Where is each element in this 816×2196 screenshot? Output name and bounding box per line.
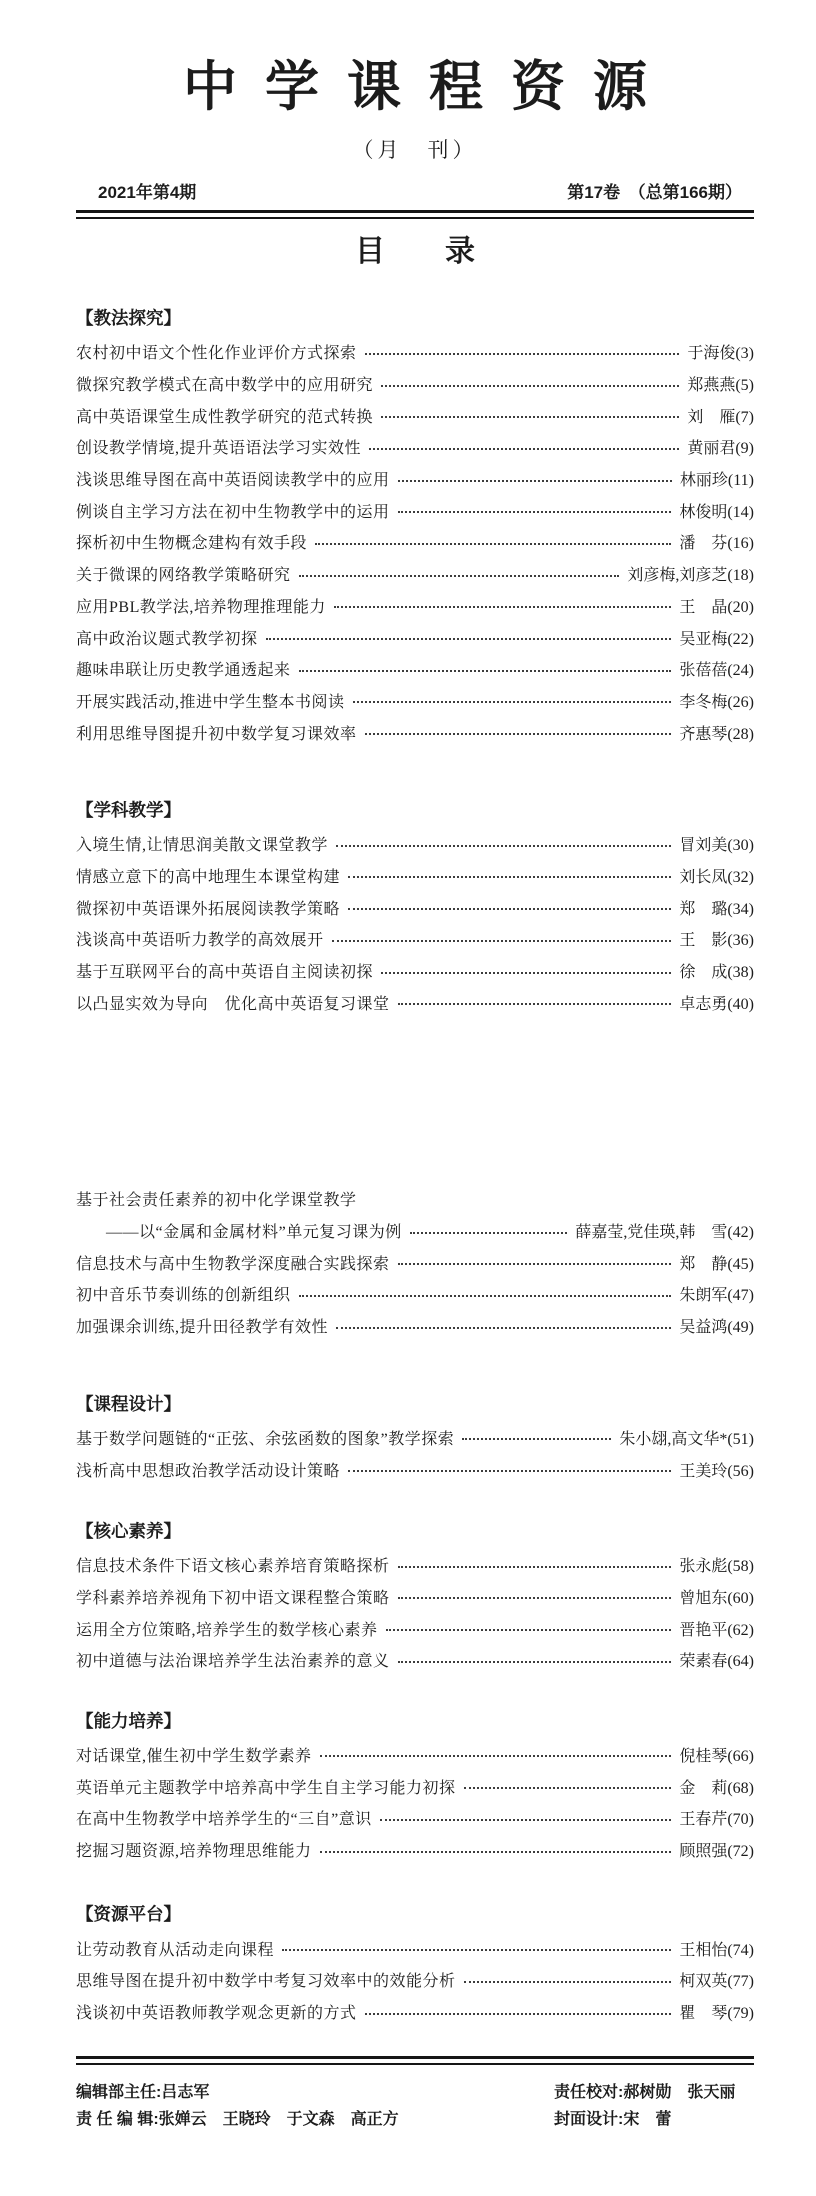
dot-leader — [353, 701, 672, 703]
entry-author: 李冬梅(26) — [679, 693, 754, 711]
section-title: 【能力培养】 — [76, 1710, 181, 1731]
toc-entry — [76, 621, 754, 653]
toc-entry — [76, 1310, 754, 1342]
dot-leader — [348, 1470, 671, 1472]
entry-author: 刘长凤(32) — [679, 868, 754, 886]
issue-year-number: 2021年第4期 — [98, 183, 197, 202]
footer-divider — [76, 2056, 754, 2065]
toc-entry — [76, 399, 754, 431]
entry-author: 徐 成(38) — [679, 964, 754, 982]
dot-leader — [380, 1819, 672, 1821]
toc-entry — [76, 685, 754, 717]
toc-section — [76, 1709, 754, 1866]
entry-author: 冒刘美(30) — [679, 837, 754, 855]
dot-leader — [282, 1949, 671, 1951]
toc-section — [76, 306, 754, 748]
entry-title: 浅谈思维导图在高中英语阅读教学中的应用 — [76, 472, 390, 490]
dot-leader — [386, 1629, 672, 1631]
entry-author: 潘 芬(16) — [679, 535, 754, 553]
entry-author: 王相怡(74) — [679, 1941, 754, 1959]
entry-title: 基于互联网平台的高中英语自主阅读初探 — [76, 964, 374, 982]
entry-author: 齐惠琴(28) — [679, 725, 754, 743]
journal-title-text: 中学课程资源 — [183, 57, 675, 117]
page-footer — [76, 2079, 754, 2133]
entry-title: 应用PBL教学法,培养物理推理能力 — [76, 598, 326, 616]
toc-section — [76, 1519, 754, 1676]
entry-author: 顾照强(72) — [679, 1843, 754, 1861]
entry-title: 基于社会责任素养的初中化学课堂教学 — [76, 1192, 357, 1210]
toc-entry — [76, 986, 754, 1018]
entry-title: 农村初中语文个性化作业评价方式探索 — [76, 345, 357, 363]
entry-author: 薛嘉莹,党佳瑛,韩 雪(42) — [575, 1224, 754, 1242]
dot-leader — [336, 1327, 671, 1329]
toc-section — [76, 798, 754, 1342]
entry-title: 浅谈高中英语听力教学的高效展开 — [76, 932, 324, 950]
section-title: 【课程设计】 — [76, 1393, 181, 1414]
entry-author: 王 晶(20) — [679, 598, 754, 616]
dot-leader — [464, 1981, 672, 1983]
entry-title: 思维导图在提升初中数学中考复习效率中的效能分析 — [76, 1973, 456, 1991]
dot-leader — [266, 638, 672, 640]
dot-leader — [320, 1755, 672, 1757]
entry-title: 入境生情,让情思润美散文课堂教学 — [76, 837, 329, 855]
dot-leader — [381, 385, 679, 387]
toc-entry — [76, 1964, 754, 1996]
toc-entry — [76, 1278, 754, 1310]
toc-entry — [76, 1739, 754, 1771]
entry-title: 加强课余训练,提升田径教学有效性 — [76, 1319, 329, 1337]
toc-title: 目 录 — [355, 235, 475, 268]
footer-right-column — [554, 2079, 754, 2133]
dot-leader — [398, 1263, 672, 1265]
toc-entry — [76, 1770, 754, 1802]
dot-leader — [410, 1232, 568, 1234]
footer-responsible-editors: 责 任 编 辑:张婵云 王晓玲 于文森 高正方 — [76, 2111, 399, 2129]
dot-leader — [381, 416, 679, 418]
entry-title: ——以“金属和金属材料”单元复习课为例 — [106, 1224, 402, 1242]
toc-entry — [76, 368, 754, 400]
entry-title: 关于微课的网络教学策略研究 — [76, 567, 291, 585]
toc-entry — [76, 891, 754, 923]
toc-entry — [76, 923, 754, 955]
toc-entry — [76, 1932, 754, 1964]
toc-entry — [76, 1215, 754, 1247]
entry-author: 黄丽君(9) — [687, 440, 754, 458]
toc-entry — [76, 526, 754, 558]
entry-title: 信息技术条件下语文核心素养培育策略探析 — [76, 1558, 390, 1576]
entry-author: 郑 璐(34) — [679, 900, 754, 918]
dot-leader — [334, 606, 671, 608]
toc-entry — [76, 716, 754, 748]
entry-title: 开展实践活动,推进中学生整本书阅读 — [76, 693, 345, 711]
entry-author: 林丽珍(11) — [679, 472, 754, 490]
entry-title: 浅谈初中英语教师教学观念更新的方式 — [76, 2005, 357, 2023]
dot-leader — [365, 733, 672, 735]
toc-section — [76, 1392, 754, 1485]
entry-title: 高中英语课堂生成性教学研究的范式转换 — [76, 408, 374, 426]
entry-author: 林俊明(14) — [679, 503, 754, 521]
entry-author: 金 莉(68) — [679, 1779, 754, 1797]
header-divider — [76, 210, 754, 219]
dot-leader — [398, 1597, 672, 1599]
section-title: 【核心素养】 — [76, 1520, 181, 1541]
dot-leader — [315, 543, 671, 545]
entry-author: 吴益鸿(49) — [679, 1319, 754, 1337]
dot-leader — [336, 845, 671, 847]
entry-title: 信息技术与高中生物教学深度融合实践探索 — [76, 1255, 390, 1273]
entry-author: 瞿 琴(79) — [679, 2005, 754, 2023]
section-title: 【资源平台】 — [76, 1904, 181, 1925]
toc-entry — [76, 1834, 754, 1866]
toc-entry — [76, 1644, 754, 1676]
footer-cover-designer: 封面设计:宋 蕾 — [554, 2111, 672, 2129]
entry-author: 朱小翃,高文华*(51) — [619, 1430, 754, 1448]
dot-leader — [369, 448, 679, 450]
entry-author: 王美玲(56) — [679, 1462, 754, 1480]
dot-leader — [398, 1566, 672, 1568]
dot-leader — [299, 670, 672, 672]
toc-entry — [76, 431, 754, 463]
dot-leader — [332, 940, 672, 942]
entry-author: 郑燕燕(5) — [687, 377, 754, 395]
toc-entry — [76, 1581, 754, 1613]
entry-title: 例谈自主学习方法在初中生物教学中的运用 — [76, 503, 390, 521]
toc-entry — [76, 494, 754, 526]
toc-entry — [76, 558, 754, 590]
toc-entry — [76, 1453, 754, 1485]
dot-leader — [348, 908, 671, 910]
dot-leader — [381, 972, 671, 974]
section-title: 【教法探究】 — [76, 308, 181, 328]
toc-entry — [76, 955, 754, 987]
entry-author: 王春芹(70) — [679, 1811, 754, 1829]
toc-entry — [76, 1549, 754, 1581]
entry-title: 初中道德与法治课培养学生法治素养的意义 — [76, 1653, 390, 1671]
toc-entry — [76, 1996, 754, 2028]
dot-leader — [464, 1787, 672, 1789]
toc-section — [76, 1902, 754, 2027]
dot-leader — [462, 1438, 611, 1440]
toc-entry — [76, 828, 754, 860]
footer-proofreaders: 责任校对:郝树勋 张天丽 — [554, 2084, 736, 2102]
dot-leader — [299, 575, 620, 577]
entry-title: 以凸显实效为导向 优化高中英语复习课堂 — [76, 995, 390, 1013]
toc-entry — [76, 336, 754, 368]
entry-title: 英语单元主题教学中培养高中学生自主学习能力初探 — [76, 1779, 456, 1797]
toc-entry — [76, 463, 754, 495]
toc-entry — [76, 1422, 754, 1454]
dot-leader — [398, 480, 672, 482]
toc — [76, 306, 754, 2027]
entry-title: 初中音乐节奏训练的创新组织 — [76, 1287, 291, 1305]
issue-row — [76, 181, 754, 205]
journal-subtitle: （月 刊） — [352, 138, 478, 162]
dot-leader — [398, 1661, 672, 1663]
entry-author: 倪桂琴(66) — [679, 1747, 754, 1765]
toc-entry — [76, 1802, 754, 1834]
toc-entry — [76, 860, 754, 892]
entry-author: 柯双英(77) — [679, 1973, 754, 1991]
footer-editorial-director: 编辑部主任:吕志军 — [76, 2084, 210, 2102]
issue-volume: 第17卷 （总第166期） — [567, 183, 742, 202]
entry-title: 让劳动教育从活动走向课程 — [76, 1941, 275, 1959]
entry-author: 郑 静(45) — [679, 1255, 754, 1273]
dot-leader — [348, 876, 671, 878]
entry-title: 基于数学问题链的“正弦、余弦函数的图象”教学探索 — [76, 1430, 455, 1448]
dot-leader — [365, 353, 680, 355]
entry-title: 创设教学情境,提升英语语法学习实效性 — [76, 440, 362, 458]
footer-left-column — [76, 2079, 399, 2133]
entry-author: 张蓓蓓(24) — [679, 662, 754, 680]
entry-title: 浅析高中思想政治教学活动设计策略 — [76, 1462, 341, 1480]
toc-entry — [76, 1612, 754, 1644]
entry-author: 刘彦梅,刘彦芝(18) — [627, 567, 754, 585]
entry-title: 高中政治议题式教学初探 — [76, 630, 258, 648]
entry-author: 荣素春(64) — [679, 1653, 754, 1671]
dot-leader — [299, 1295, 672, 1297]
entry-title: 情感立意下的高中地理生本课堂构建 — [76, 868, 341, 886]
toc-entry — [76, 590, 754, 622]
dot-leader — [398, 511, 672, 513]
entry-title: 趣味串联让历史教学通透起来 — [76, 662, 291, 680]
entry-title: 微探初中英语课外拓展阅读教学策略 — [76, 900, 341, 918]
entry-author: 王 影(36) — [679, 932, 754, 950]
entry-author: 刘 雁(7) — [687, 408, 754, 426]
entry-title: 学科素养培养视角下初中语文课程整合策略 — [76, 1589, 390, 1607]
entry-title: 在高中生物教学中培养学生的“三自”意识 — [76, 1811, 372, 1829]
toc-entry — [76, 1246, 754, 1278]
entry-author: 于海俊(3) — [687, 345, 754, 363]
entry-author: 吴亚梅(22) — [679, 630, 754, 648]
entry-author: 曾旭东(60) — [679, 1589, 754, 1607]
entry-author: 卓志勇(40) — [679, 995, 754, 1013]
dot-leader — [365, 2013, 672, 2015]
dot-leader — [398, 1003, 672, 1005]
entry-author: 张永彪(58) — [679, 1558, 754, 1576]
section-title: 【学科教学】 — [76, 799, 181, 820]
entry-author: 晋艳平(62) — [679, 1621, 754, 1639]
entry-title: 运用全方位策略,培养学生的数学核心素养 — [76, 1621, 378, 1639]
entry-title: 探析初中生物概念建构有效手段 — [76, 535, 308, 553]
dot-leader — [320, 1851, 672, 1853]
entry-title: 对话课堂,催生初中学生数学素养 — [76, 1747, 312, 1765]
entry-author: 朱朗军(47) — [679, 1287, 754, 1305]
toc-entry — [76, 1183, 754, 1215]
entry-title: 挖掘习题资源,培养物理思维能力 — [76, 1843, 312, 1861]
journal-title — [76, 52, 754, 122]
entry-title: 微探究教学模式在高中数学中的应用研究 — [76, 377, 374, 395]
entry-title: 利用思维导图提升初中数学复习课效率 — [76, 725, 357, 743]
toc-entry — [76, 653, 754, 685]
